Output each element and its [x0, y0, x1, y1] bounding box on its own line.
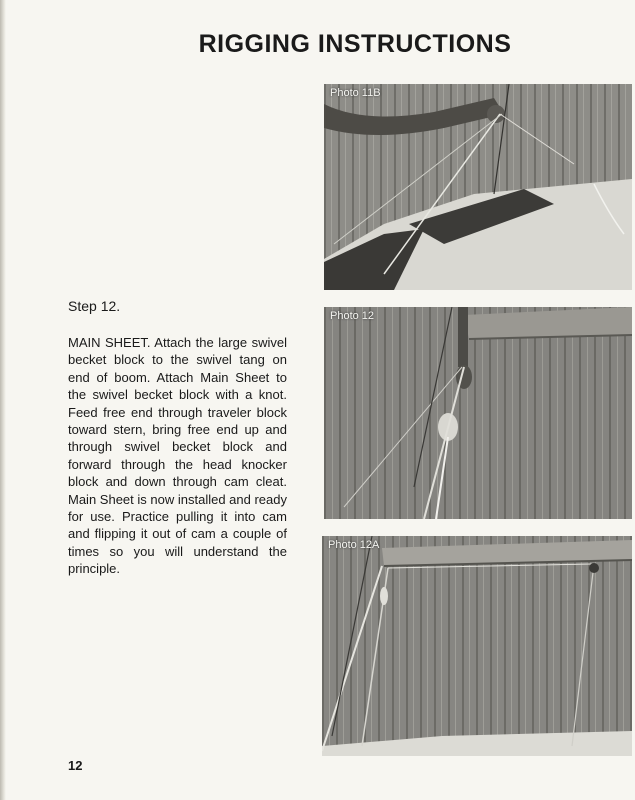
photo-11b — [324, 84, 632, 290]
photo-12a — [322, 536, 632, 756]
photo-12 — [324, 307, 632, 519]
page-binding-shadow — [0, 0, 6, 800]
photo-11b-label: Photo 11B — [330, 87, 381, 99]
step-instructions: MAIN SHEET. Attach the large swivel becket block to the swivel tang on end of boom. Attach Main Sheet to the swivel becket block with a knot. Feed free end through traveler block toward stern, bring free end up and through swivel becket block and forward through the head knocker block and down through cam cleat. Main Sheet is now installed and ready for use. Practice pulling it into cam and flipping it out of cam a couple of times so you will understand the principle. — [68, 335, 287, 577]
photo-12a-image — [322, 536, 632, 756]
photo-12-image — [324, 307, 632, 519]
photo-11b-image — [324, 84, 632, 290]
page-title: RIGGING INSTRUCTIONS — [198, 30, 512, 58]
page-number: 12 — [68, 758, 83, 773]
photo-12-label: Photo 12 — [330, 310, 375, 322]
step-label: Step 12. — [68, 298, 121, 314]
photo-12a-label: Photo 12A — [328, 539, 380, 551]
